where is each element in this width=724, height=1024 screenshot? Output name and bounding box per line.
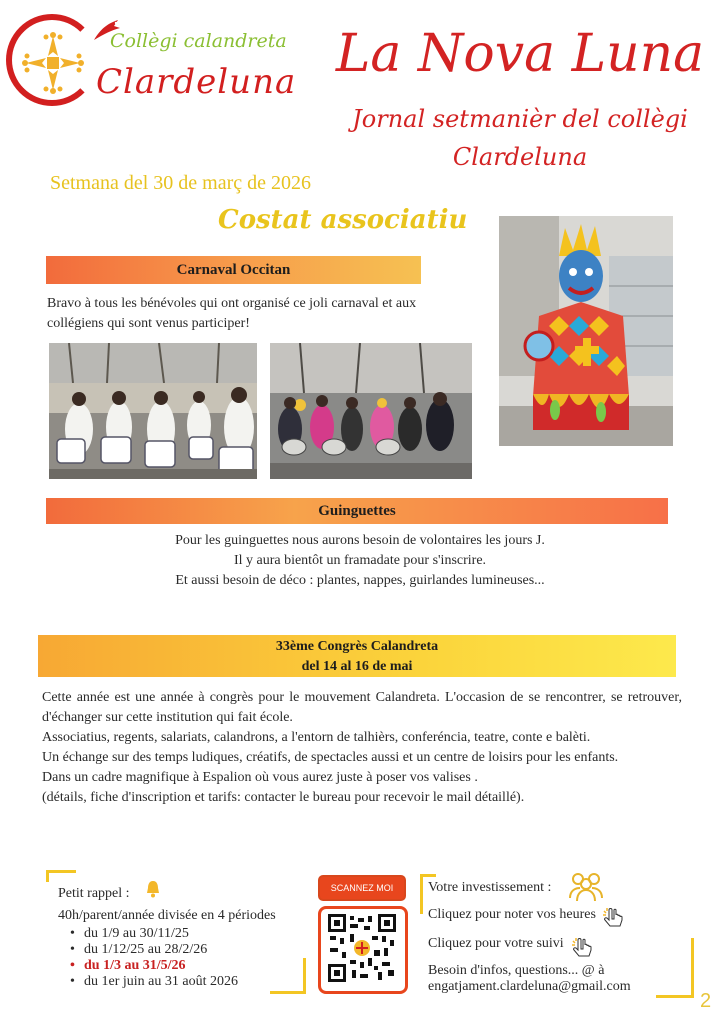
congres-paragraph: (détails, fiche d'inscription et tarifs: contacter le bureau pour recevoir le mail détaillé). [42, 790, 525, 805]
people-icon [568, 870, 604, 902]
hand-pointer-icon[interactable] [603, 908, 627, 930]
carnaval-parade-photo [270, 343, 472, 479]
subtitle-line-1: Jornal setmanièr del collègi [352, 105, 688, 133]
carnaval-heading: Carnaval Occitan [46, 256, 421, 284]
page-number: 2 [700, 990, 712, 1012]
contact-info: Besoin d'infos, questions... @ à engatjament.clardeluna@gmail.com [428, 963, 631, 994]
qr-code[interactable] [328, 914, 396, 982]
investment-heading: Votre investissement : [428, 880, 552, 895]
guinguettes-text [100, 531, 620, 591]
bell-icon [143, 879, 163, 899]
congres-paragraph: Dans un cadre magnifique à Espalion où vous aurez juste à poser vos valises . [42, 770, 478, 785]
period-item: • du 1/9 au 30/11/25 [68, 926, 238, 942]
congres-paragraph: Un échange sur des temps ludiques, créatifs, de spectacles aussi et un centre de loisirs pour les enfants. [42, 750, 619, 765]
period-item-current: • du 1/3 au 31/5/26 [68, 958, 238, 974]
investment-frame-corner [656, 938, 694, 998]
rappel-frame-corner [46, 870, 76, 882]
carnaval-text: Bravo à tous les bénévoles qui ont organisé ce joli carnaval et aux collégiens qui sont venus participer! [47, 296, 417, 331]
congres-paragraph: Cette année est une année à congrès pour le mouvement Calandreta. L'occasion de se rencontrer, se retrouver, d'échanger sur cette institution qui fait école. [42, 690, 682, 725]
subtitle-line-2: Clardeluna [452, 143, 588, 171]
period-item: • du 1/12/25 au 28/2/26 [68, 942, 238, 958]
guinguettes-line-1: Pour les guinguettes nous aurons besoin de volontaires les jours J. [175, 533, 545, 548]
section-title: Costat associatiu [218, 205, 468, 235]
guinguettes-line-3: Et aussi besoin de déco : plantes, nappes, guirlandes lumineuses... [175, 573, 545, 588]
congres-heading-line-2: del 14 al 16 de mai [301, 659, 413, 674]
congres-text [42, 688, 682, 808]
follow-up-link[interactable]: Cliquez pour votre suivi [428, 936, 564, 951]
rappel-period-list [68, 926, 238, 990]
log-hours-link[interactable]: Cliquez pour noter vos heures [428, 907, 596, 922]
logo-school-type: Collègi calandreta [110, 30, 287, 52]
congres-paragraph: Associatius, regents, salariats, calandrons, a l'entorn de talhièrs, conferéncia, teatre, conte e balèti. [42, 730, 591, 745]
scan-me-label: SCANNEZ MOI [318, 875, 406, 901]
rappel-heading: Petit rappel : [58, 886, 130, 901]
rappel-frame-corner [270, 958, 306, 994]
guinguettes-heading: Guinguettes [46, 498, 668, 524]
carnaval-drummers-photo [49, 343, 257, 479]
hand-pointer-icon[interactable] [572, 938, 596, 960]
logo-school-name: Clardeluna [96, 62, 297, 102]
congres-heading [38, 635, 676, 677]
newsletter-title: La Nova Luna [335, 24, 705, 84]
occitan-cross-icon [18, 28, 88, 98]
week-date: Setmana del 30 de març de 2026 [50, 172, 312, 194]
carnaval-mascot-photo [499, 216, 673, 446]
period-item: • du 1er juin au 31 août 2026 [68, 974, 238, 990]
newsletter-subtitle [330, 100, 710, 176]
guinguettes-line-2: Il y aura bientôt un framadate pour s'inscrire. [233, 553, 487, 568]
rappel-hours: 40h/parent/année divisée en 4 périodes [58, 908, 276, 923]
congres-heading-line-1: 33ème Congrès Calandreta [275, 639, 439, 654]
